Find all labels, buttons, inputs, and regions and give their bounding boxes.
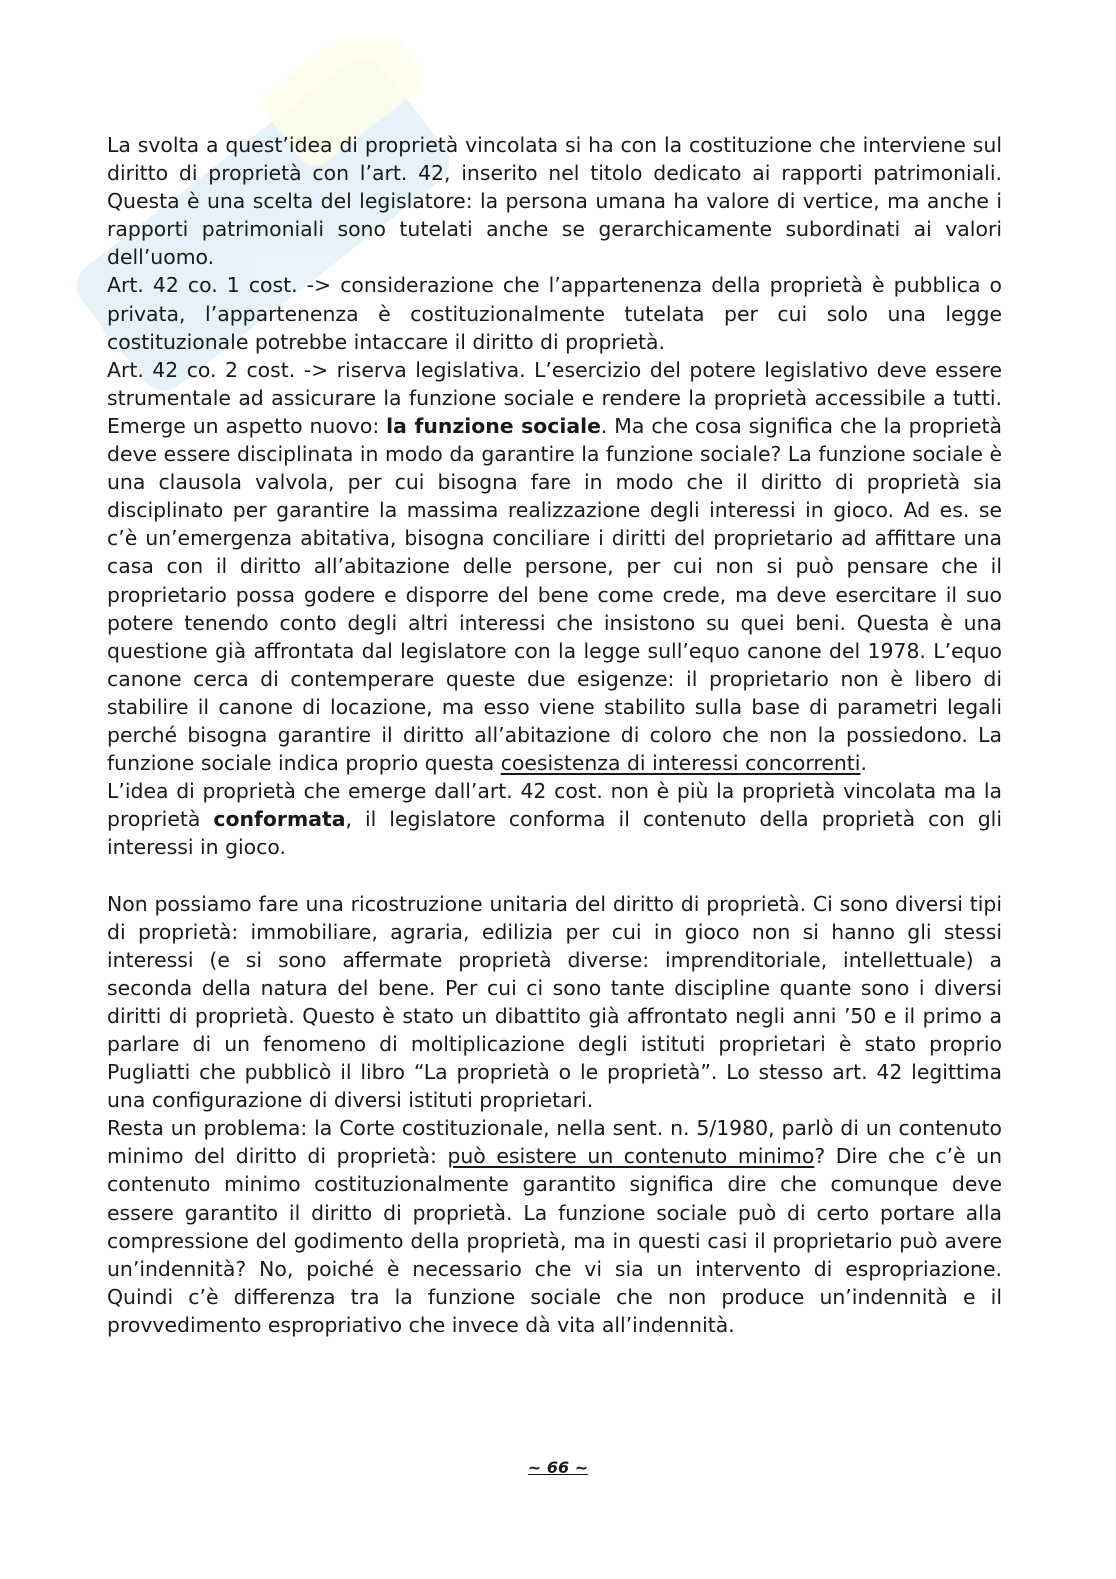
text-bold: la funzione sociale xyxy=(386,413,601,438)
text-bold: conformata xyxy=(213,807,346,832)
text-run: . Ma che cosa significa che la proprietà deve essere disciplinata in modo da garantire la funzione sociale? La funzione sociale è una clausola valvola, per cui bisogna fare in modo che il diritto di proprietà sia disciplinato per garantire la massima realizzazione degli interessi in gioco. Ad es. se c’è un’emergenza abitativa, bisogna conciliare i diritti del proprietario ad affittare una casa con il diritto all’abitazione delle persone, per cui non si può pensare che il proprietario possa godere e disporre del bene come crede, ma deve esercitare il suo potere tenendo conto degli altri interessi che insistono su quei beni. Questa è una questione già affrontata dal legislatore con la legge sull’equo canone del 1978. L’equo canone cerca di contemperare queste due esigenze: il proprietario non è libero di stabilire il canone di locazione, ma esso viene stabilito sulla base di parametri legali perché bisogna garantire il diritto all’abitazione di coloro che non la possiedono. La funzione sociale indica proprio questa xyxy=(107,413,1003,776)
paragraph-p5 xyxy=(107,890,1002,1115)
text-underline: coesistenza di interessi concorrenti xyxy=(500,751,861,776)
text-run: ? Dire che c’è un contenuto minimo costituzionalmente garantito significa dire che comunque deve essere garantito il diritto di proprietà. La funzione sociale può di certo portare alla compressione del godimento della proprietà, ma in questi casi il proprietario può avere un’indennità? No, poiché è necessario che vi sia un intervento di espropriazione. Quindi c’è differenza tra la funzione sociale che non produce un’indennità e il provvedimento espropriativo che invece dà vita all’indennità. xyxy=(107,1144,1003,1337)
paragraph-p6 xyxy=(107,1114,1002,1339)
paragraph-p3 xyxy=(107,356,1002,777)
text-run: Resta un problema: la Corte costituzionale, nella sent. n. 5/1980, parlò di un contenuto minimo del diritto di proprietà: xyxy=(107,1116,1002,1169)
text-run: Non possiamo fare una ricostruzione unitaria del diritto di proprietà. Ci sono diversi tipi di proprietà: immobiliare, agraria, edilizia per cui in gioco non si hanno gli stessi interessi (e si sono affermate proprietà diverse: imprenditoriale, intellettuale) a seconda della natura del bene. Per cui ci sono tante discipline quante sono i diversi diritti di proprietà. Questo è stato un dibattito già affrontato negli anni ’50 e il primo a parlare di un fenomeno di moltiplicazione degli istituti proprietari è stato proprio Pugliatti che pubblicò il libro “La proprietà o le proprietà”. Lo stesso art. 42 legittima una configurazione di diversi istituti proprietari. xyxy=(107,891,1002,1113)
page-number: ~ 66 ~ xyxy=(527,1458,589,1477)
paragraph-p2 xyxy=(107,271,1002,355)
text-underline: può esistere un contenuto minimo xyxy=(447,1144,815,1169)
text-run: La svolta a quest’idea di proprietà vincolata si ha con la costituzione che interviene sul diritto di proprietà con l’art. 42, inserito nel titolo dedicato ai rapporti patrimoniali. Questa è una scelta del legislatore: la persona umana ha valore di vertice, ma anche i rapporti patrimoniali sono tutelati anche se gerarchicamente subordinati ai valori dell’uomo. xyxy=(107,133,1002,270)
text-run: Art. 42 co. 2 cost. -> riserva legislativa. L’esercizio del potere legislativo deve essere strumentale ad assicurare la funzione sociale e rendere la proprietà accessibile a tutti. Emerge un aspetto nuovo: xyxy=(107,357,1002,438)
text-run: , il legislatore conforma il contenuto della proprietà con gli interessi in gioco. xyxy=(107,807,1002,860)
paragraph-p4 xyxy=(107,777,1002,861)
text-run: . xyxy=(860,751,867,776)
document-body xyxy=(107,131,1002,1339)
text-run: Art. 42 co. 1 cost. -> considerazione che l’appartenenza della proprietà è pubblica o privata, l’appartenenza è costituzionalmente tutelata per cui solo una legge costituzionale potrebbe intaccare il diritto di proprietà. xyxy=(107,273,1002,354)
paragraph-p1 xyxy=(107,131,1002,271)
text-run: L’idea di proprietà che emerge dall’art. 42 cost. non è più la proprietà vincolata ma la proprietà xyxy=(107,779,1002,832)
